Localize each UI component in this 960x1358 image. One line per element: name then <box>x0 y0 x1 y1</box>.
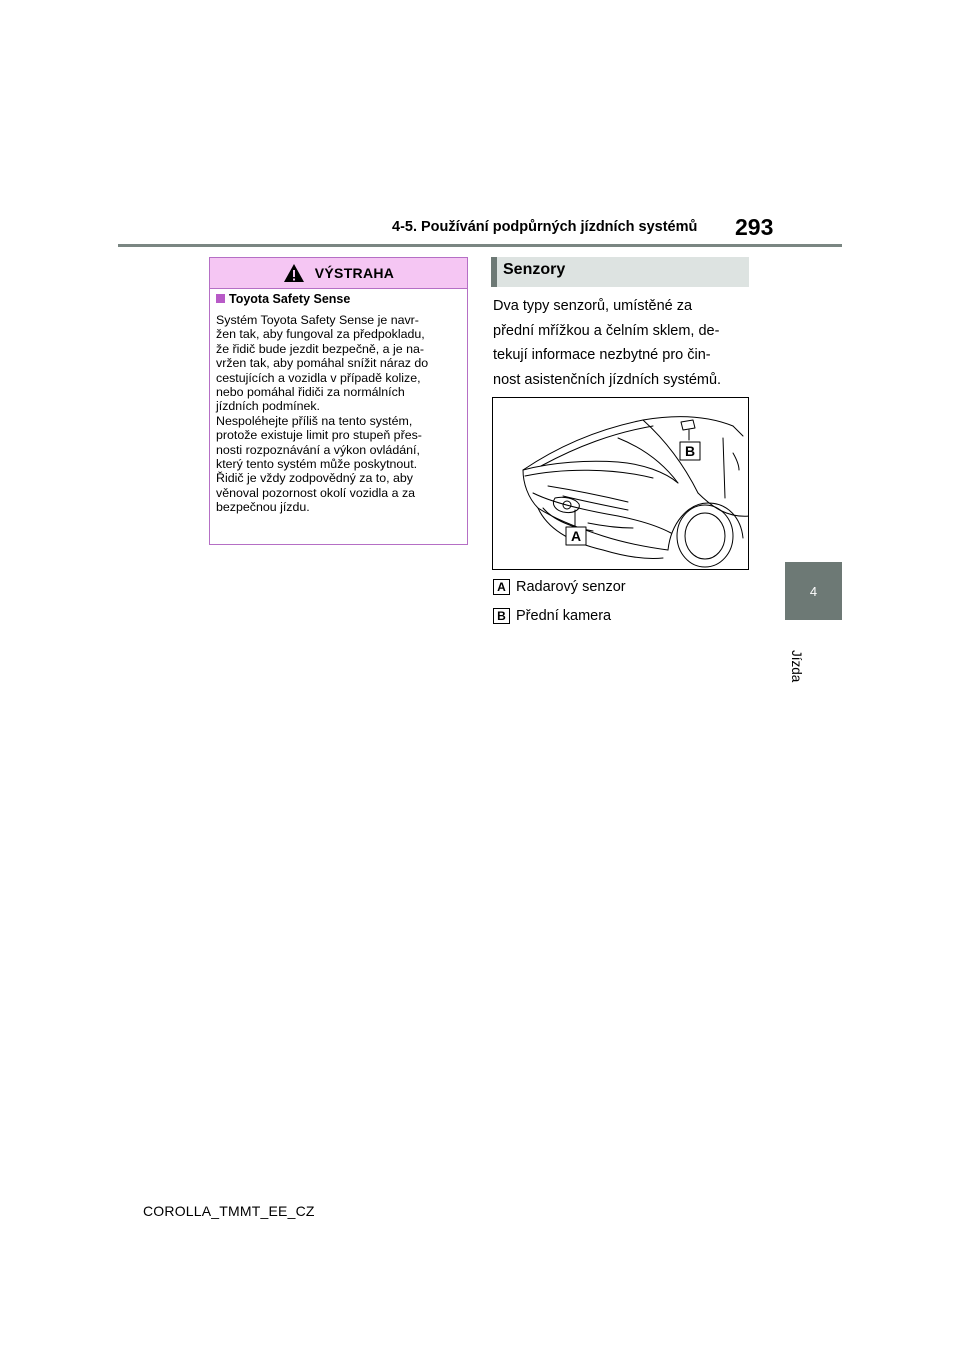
warning-triangle-icon <box>283 263 305 283</box>
warning-line: Systém Toyota Safety Sense je navr- <box>216 313 419 327</box>
legend-text-camera: Přední kamera <box>516 608 612 624</box>
chapter-number: 4 <box>809 583 818 599</box>
car-sensor-figure <box>492 397 749 570</box>
warning-line: vržen tak, aby pomáhal snížit náraz do <box>216 356 429 371</box>
chapter-name <box>786 650 806 710</box>
legend-key-b: B <box>493 608 510 624</box>
warning-header <box>210 258 467 288</box>
header-rule <box>118 244 842 247</box>
document-code: COROLLA_TMMT_EE_CZ <box>143 1203 315 1219</box>
sensors-line: přední mřížkou a čelním sklem, de- <box>493 322 720 339</box>
legend-item-radar <box>493 579 626 595</box>
warning-line: cestujících a vozidla v případě kolize, <box>216 370 421 385</box>
figure-label-a: A <box>570 528 582 544</box>
warning-line: protože existuje limit pro stupeň přes- <box>216 428 422 443</box>
sensors-text <box>493 294 753 392</box>
warning-line: Nespoléhejte příliš na tento systém, <box>216 413 413 428</box>
car-illustration <box>493 398 749 570</box>
chapter-name-label: Jízda <box>789 650 804 683</box>
page-number: 293 <box>735 214 774 240</box>
sensors-line: nost asistenčních jízdních systémů. <box>493 371 722 388</box>
warning-line: Řidič je vždy zodpovědný za to, aby <box>216 471 413 486</box>
warning-line: nosti rozpoznávání a výkon ovládání, <box>216 442 420 457</box>
legend-item-camera <box>493 608 611 624</box>
bullet-square-icon <box>216 294 225 303</box>
warning-box <box>209 257 468 545</box>
warning-line: věnoval pozornost okolí vozidla a za <box>216 485 416 500</box>
warning-subheading <box>216 292 350 306</box>
warning-line: který tento systém může poskytnout. <box>216 457 418 472</box>
warning-line: jízdních podmínek. <box>216 399 321 414</box>
sensors-line: Dva typy senzorů, umístěné za <box>493 298 693 314</box>
sensors-header <box>491 257 749 287</box>
sensors-title: Senzory <box>503 261 566 278</box>
legend-text-radar: Radarový senzor <box>516 579 626 595</box>
warning-separator <box>210 288 467 289</box>
warning-line: žen tak, aby fungoval za předpokladu, <box>216 327 425 342</box>
warning-title: VÝSTRAHA <box>314 265 395 281</box>
warning-line: nebo pomáhal řidiči za normálních <box>216 385 405 400</box>
warning-subheading-text: Toyota Safety Sense <box>229 292 351 306</box>
chapter-tab <box>785 562 842 620</box>
legend-key-a: A <box>493 579 510 595</box>
sensors-header-bar <box>491 257 497 287</box>
warning-text <box>216 313 466 515</box>
figure-label-b: B <box>684 443 696 459</box>
sensors-line: tekují informace nezbytné pro čin- <box>493 347 711 363</box>
warning-line: že řidič bude jezdit bezpečně, a je na- <box>216 341 425 356</box>
section-title: 4-5. Používání podpůrných jízdních systémů <box>392 219 698 235</box>
warning-line: bezpečnou jízdu. <box>216 500 310 515</box>
